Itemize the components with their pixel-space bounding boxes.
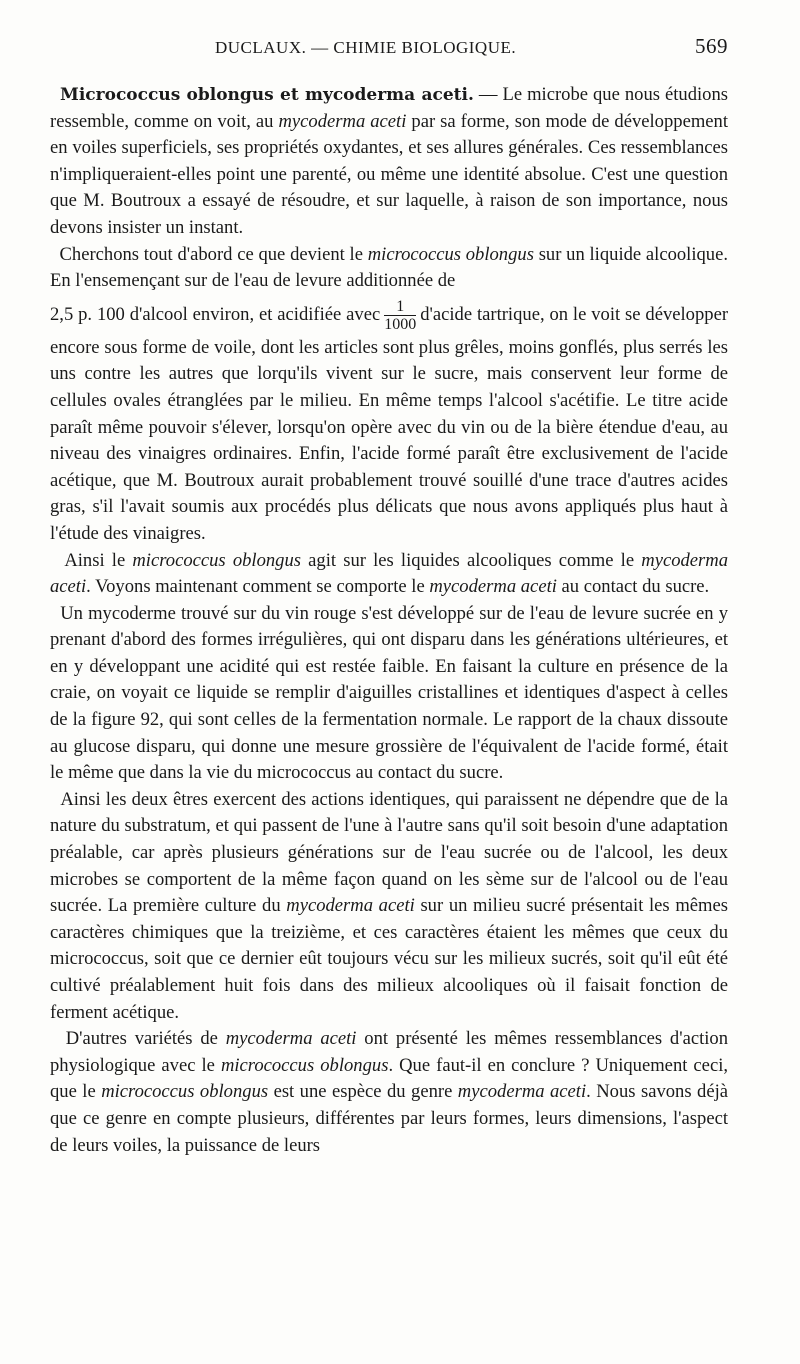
- section-heading: Micrococcus oblongus et mycoderma aceti.: [60, 85, 474, 105]
- paragraph-5: [50, 787, 728, 1026]
- text-run: d'acide tartrique, on le voit: [420, 303, 621, 325]
- italic-term: micrococcus oblongus: [220, 1054, 389, 1076]
- running-title: DUCLAUX. — CHIMIE BIOLOGIQUE.: [215, 38, 517, 57]
- text-run: ont présenté les mêmes ressemblances d'action physiologique avec le: [50, 1028, 728, 1076]
- fraction-denominator: 1000: [384, 315, 417, 333]
- text-run: Ainsi les deux êtres exercent des actions identiques, qui paraissent ne dépendre que de la nature du substratum, et qui passent de l'une à l'autre sans qu'il soit besoin d'une adaptation préalable, car après plusieurs générations sur de l'eau sucrée ou de l'alcool, les deux microbes se comportent de la même façon quand on les sème sur de l'alcool ou de l'eau sucrée. La première culture du: [50, 788, 728, 917]
- text-run: sur un liquide alcoolique. En l'ensemençant sur de l'eau de levure additionnée de: [50, 243, 729, 292]
- text-run: — Le microbe que nous étudions ressemble, comme on voit, au: [50, 84, 728, 132]
- text-run: Un mycoderme trouvé sur du vin rouge s'est développé sur de l'eau de levure sucrée en y prenant d'abord des formes irrégulières, qui ont disparu dans les générations ultérieures, et en y développant une acidité qui est restée faible. En faisant la culture en présence de la craie, on voyait ce liquide se remplir d'aiguilles cristallines et identiques d'aspect à celles de la figure 92, qui sont celles de la fermentation normale. Le rapport de la chaux dissoute au glucose disparu, qui donne une mesure grossière de l'équivalent de l'acide formé, était le même que dans la vie du micrococcus au contact du sucre.: [50, 602, 728, 784]
- page-header: [50, 34, 728, 64]
- italic-term: micrococcus oblongus: [367, 243, 534, 265]
- text-run: D'autres variétés de: [65, 1028, 226, 1050]
- text-run: agit sur les liquides alcooliques comme le: [301, 549, 642, 571]
- text-run: est une espèce du genre: [268, 1081, 458, 1103]
- text-run: . Que faut-il en conclure ? Uniquement ceci, que le: [50, 1054, 729, 1103]
- text-run: sur un milieu sucré présentait les mêmes caractères chimiques que la treizième, et ces caractères étaient les mêmes que ceux du micrococcus, soit que ce dernier eût toujours vécu sur les milieux sucrés, soit qu'il eût été cultivé préalablement huit fois dans des milieux alcooliques où il faisait fonction de ferment acétique.: [50, 895, 728, 1023]
- fraction-line: [50, 297, 621, 333]
- paragraph-3: [50, 548, 728, 601]
- book-page: [50, 34, 728, 1159]
- italic-term: mycoderma aceti: [457, 1081, 587, 1103]
- page-number: 569: [695, 34, 728, 58]
- italic-term: mycoderma aceti: [286, 895, 415, 917]
- fraction-numerator: 1: [384, 298, 416, 316]
- text-run: 2,5 p. 100 d'alcool environ, et acidifiée avec: [50, 303, 381, 325]
- text-run: . Nous savons déjà que ce genre en compte plusieurs, différentes par leurs formes, leurs dimensions, l'aspect de leurs voiles, la puissance de leurs: [50, 1081, 729, 1156]
- italic-term: mycoderma aceti: [225, 1028, 357, 1050]
- italic-term: mycoderma aceti: [278, 110, 407, 132]
- fraction: [384, 298, 416, 333]
- text-run: Cherchons tout d'abord ce que devient le: [59, 243, 368, 265]
- text-run: au contact du sucre.: [556, 576, 710, 598]
- text-run: se développer encore sous forme de voile, dont les articles sont plus grêles, moins gonflés, plus serrés les uns contre les autres que lorqu'ils vivent sur le sucre, mais conservent leur forme de cellules ovales étranglées par le milieu. En même temps l'alcool s'acétifie. Le titre acide paraît même pouvoir s'élever, lorsqu'on opère avec du vin ou de la bière étendue d'eau, au niveau des vinaigres ordinaires. Enfin, l'acide formé paraît être exclusivement de l'acide acétique, que M. Boutroux aurait probablement trouvé souillé d'une trace d'autres acides gras, s'il l'avait soumis aux procédés plus délicats que nous avons appliqués plus haut à l'étude des vinaigres.: [50, 303, 729, 544]
- text-run: Ainsi le: [64, 549, 133, 571]
- paragraph-2: [50, 242, 728, 548]
- text-run: . Voyons maintenant comment se comporte le: [86, 576, 430, 598]
- paragraph-1: [50, 82, 728, 242]
- body-text: [50, 82, 728, 1159]
- italic-term: mycoderma aceti: [429, 576, 557, 598]
- italic-term: micrococcus oblongus: [101, 1081, 269, 1103]
- text-run: par sa forme, son mode de développement en voiles superficiels, ses propriétés oxydantes, et ses allures générales. Ces ressemblances n'impliqueraient-elles point une parenté, ou même une identité absolue. C'est une question que M. Boutroux a essayé de résoudre, et sur laquelle, à raison de son importance, nous devons insister un instant.: [50, 110, 729, 238]
- paragraph-4: [50, 601, 728, 787]
- paragraph-6: [50, 1026, 728, 1159]
- italic-term: mycoderma aceti: [50, 549, 729, 598]
- italic-term: micrococcus oblongus: [132, 549, 301, 571]
